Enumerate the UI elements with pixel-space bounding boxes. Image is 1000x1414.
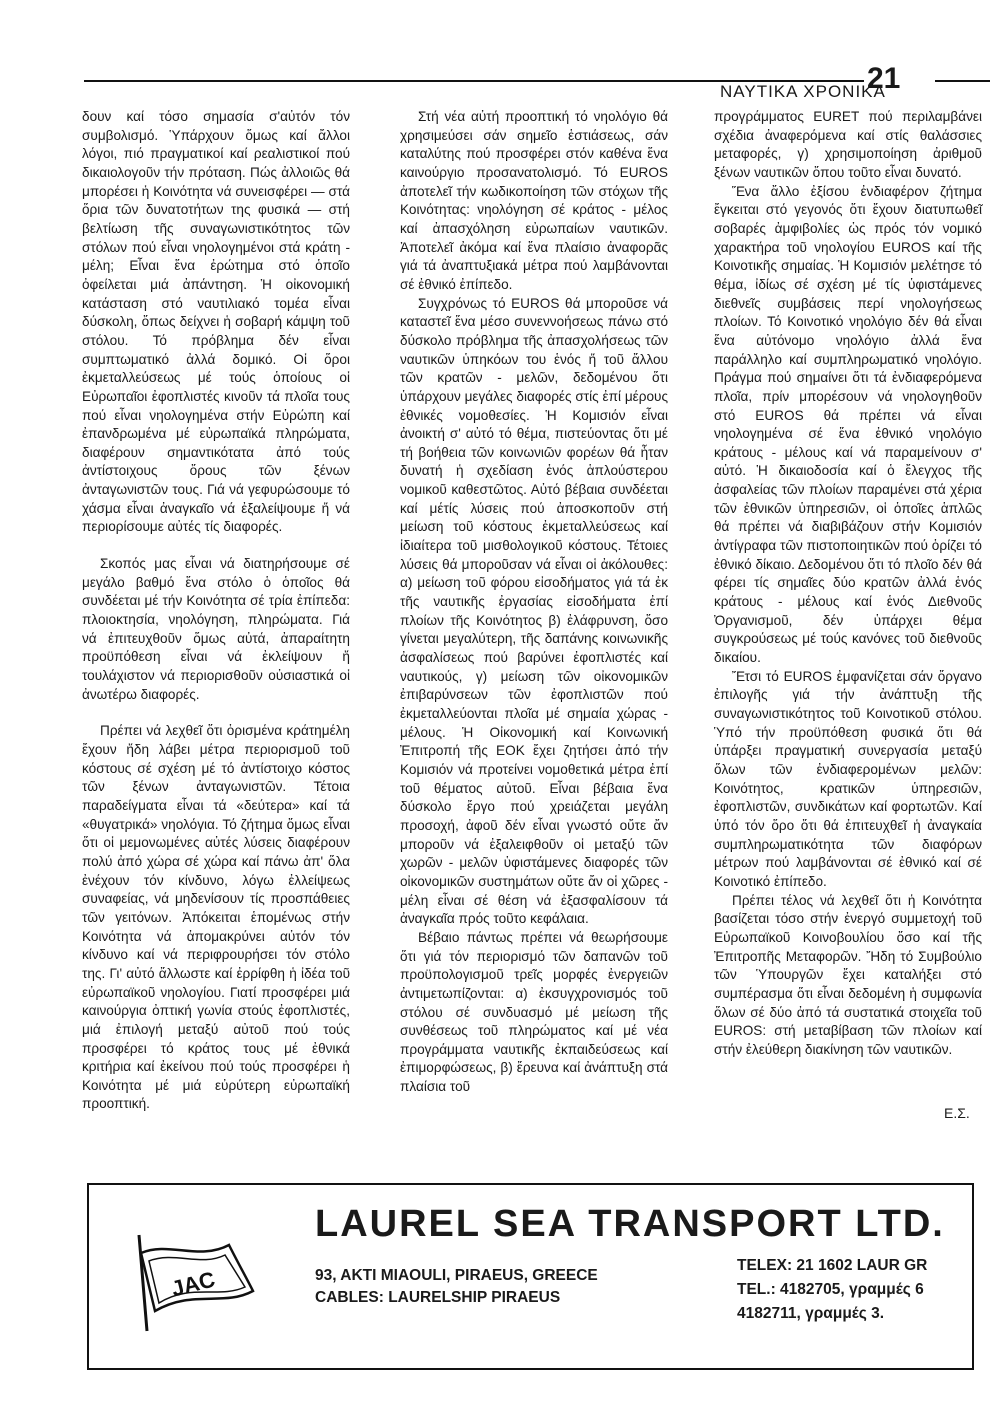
paragraph: Βέβαιο πάντως πρέπει νά θεωρήσουμε ὅτι γιά τόν περιορισμό τῶν δαπανῶν τοῦ προϋπολογισμοῦ τρεῖς μορφές ἐνεργειῶν ἀντιμετωπίζονται: α) ἐκσυγχρονισμός τοῦ στόλου σέ συνδυασμό μέ μείωση τῆς συνθέσεως τοῦ πληρώματος καί μέ νέα προγράμματα ναυτικῆς ἐκπαιδεύσεως καί ἐπιμορφώσεως, β) ἔρευνα καί ἀνάπτυξη στά πλαίσια τοῦ xyxy=(400,929,668,1095)
ad-company-name: LAUREL SEA TRANSPORT LTD. xyxy=(315,1203,945,1245)
ad-telephone-1: TEL.: 4182705, γραμμές 6 xyxy=(737,1281,924,1298)
author-signature: Ε.Σ. xyxy=(944,1105,970,1121)
article-column-2 xyxy=(400,108,668,1097)
flag-logo-icon xyxy=(119,1233,279,1333)
logo-text: JAC xyxy=(168,1266,218,1302)
advertisement xyxy=(87,1183,974,1370)
header-rule-right xyxy=(935,80,990,82)
page-number: 21 xyxy=(867,62,901,95)
paragraph: Συγχρόνως τό EUROS θά μποροῦσε νά καταστεῖ ἕνα μέσο συνεννοήσεως πάνω στό δύσκολο πρόβλημα τῆς ἀπασχολήσεως τῶν ναυτικῶν ὑπηκόων του ἑνός ἤ τοῦ ἄλλου τῶν κρατῶν - μελῶν, δεδομένου ὅτι ὑπάρχουν μεγάλες διαφορές στίς ἐπί μέρους ἐθνικές νομοθεσίες. Ἡ Κομισιόν εἶναι ἀνοικτή σ' αὐτό τό θέμα, πιστεύοντας ὅτι μέ τή βοήθεια τῶν κοινωνιῶν φορέων θά ἦταν δυνατή ἡ σχεδίαση ἑνός ἁπλούστερου νομικοῦ καθεστῶτος. Αὐτό βέβαια συνδέεται καί μέτίς λύσεις πού ἀποσκοποῦν στή μείωση τοῦ κόστους ἐκμεταλλεύσεως καί ἰδιαίτερα τοῦ μισθολογικοῦ κόστους. Τέτοιες λύσεις θά μποροῦσαν νά εἶναι οἱ ἀκόλουθες: α) μείωση τοῦ φόρου εἰσοδήματος γιά τά ἐκ τῆς ναυτικῆς ἐργασίας εἰσοδήματα ἐπί πλοίων τῆς Κοινότητος β) ἐλάφρυνση, ὅσο γίνεται μεγαλύτερη, τῆς δαπάνης κοινωνικῆς ἀσφαλίσεως πού βαρύνει ἐφοπλιστές καί ναυτικούς, γ) μείωση τῶν οἰκονομικῶν ἐπιβαρύνσεων τῶν ἐφοπλιστῶν πού ἐκμεταλλεύονται πλοῖα μέ σημαία χώρας - μέλους. Ἡ Οἰκονομική καί Κοινωνική Ἐπιτροπή τῆς ΕΟΚ ἔχει ζητήσει ἀπό τήν Κομισιόν νά προτείνει νομοθετικά μέτρα ἐπί τοῦ θέματος αὐτοῦ. Εἶναι βέβαια ἕνα δύσκολο ἔργο πού χρειάζεται μεγάλη προσοχή, ἀφοῦ δέν εἶναι γνωστό οὔτε ἄν μποροῦν νά ἐξαλειφθοῦν οἱ μεταξύ τῶν χωρῶν - μελῶν ὑφιστάμενες διαφορές τῶν οἰκονομικῶν συστημάτων οὔτε ἄν οἱ χῶρες - μέλη εἶναι σέ θέση νά ἐξασφαλίσουν τά ἀναγκαῖα πρός τοῦτο κεφάλαια. xyxy=(400,295,668,927)
paragraph: δουν καί τόσο σημασία σ'αὐτόν τόν συμβολισμό. Ὑπάρχουν ὅμως καί ἄλλοι λόγοι, πιό πραγματικοί καί ρεαλιστικοί πού δικαιολογοῦν τήν πρόταση. Πώς ἀλλοιῶς θά μπορέσει ἡ Κοινότητα νά συνεισφέρει — στά ὅρια τῶν δυνατοτήτων της φυσικά — στή βελτίωση τῆς συναγωνιστικότητος τῶν στόλων πού εἶναι νηολογημένοι στά κράτη - μέλη; Εἶναι ἕνα ἐρώτημα στό ὁποῖο ὀφείλεται μιά ἀπάντηση. Ἡ οἰκονομική κατάσταση στό ναυτιλιακό τομέα εἶναι δύσκολη, ὅπως δείχνει ἡ σοβαρή κάμψη τοῦ στόλου. Τό πρόβλημα δέν εἶναι συμπτωματικό ἀλλά δομικό. Οἱ ὅροι ἐκμεταλλεύσεως μέ τούς ὁποίους οἱ Εὐρωπαῖοι ἐφοπλιστές κινοῦν τά πλοῖα τους πού εἶναι νηολογημένα στήν Εὐρώπη καί ἐπανδρωμένα μέ εὐρωπαϊκά πληρώματα, διαφέρουν σημαντικότατα ἀπό τούς ἀντίστοιχους ὅρους τῶν ξένων ἀνταγωνιστῶν τους. Γιά νά γεφυρώσουμε τό χάσμα εἶναι ἀναγκαῖο νά ἐξαλείψουμε ἤ νά περιορίσουμε αὐτές τίς διαφορές. xyxy=(82,109,350,535)
ad-telephone-2: 4182711, γραμμές 3. xyxy=(737,1305,885,1322)
paragraph: προγράμματος EURET πού περιλαμβάνει σχέδια ἀναφερόμενα καί στίς θαλάσσιες μεταφορές, γ) χρησιμοποίηση ἀριθμοῦ ξένων ναυτικῶν ὅπου τοῦτο εἶναι δυνατό. xyxy=(714,109,982,180)
ad-telex: TELEX: 21 1602 LAUR GR xyxy=(737,1257,928,1274)
running-title: ΝΑΥΤΙΚΑ ΧΡΟΝΙΚΑ xyxy=(720,82,886,101)
ad-address: 93, AKTI MIAOULI, PIRAEUS, GREECE xyxy=(315,1267,598,1284)
paragraph: Σκοπός μας εἶναι νά διατηρήσουμε σέ μεγάλο βαθμό ἕνα στόλο ὁ ὁποῖος θά συνδέεται μέ τήν Κοινότητα σέ τρία ἐπίπεδα: πλοιοκτησία, νηολόγηση, πληρώματα. Γιά νά ἐπιτευχθοῦν ὅμως αὐτά, ἀπαραίτητη προϋπόθεση εἶναι νά ἐκλείψουν ἤ τουλάχιστον νά περιορισθοῦν οὐσιαστικά οἱ ἀνωτέρω διαφορές. xyxy=(82,556,350,702)
ad-cables: CABLES: LAURELSHIP PIRAEUS xyxy=(315,1289,561,1306)
paragraph: Πρέπει τέλος νά λεχθεῖ ὅτι ἡ Κοινότητα βασίζεται τόσο στήν ἐνεργό συμμετοχή τοῦ Εὐρωπαϊκοῦ Κοινοβουλίου ὅσο καί τῆς Ἐπιτροπῆς Μεταφορῶν. Ἤδη τό Συμβούλιο τῶν Ὑπουργῶν ἔχει καταλήξει στό συμπέρασμα ὅτι εἶναι δεδομένη ἡ συμφωνία ὅλων σέ δύο ἀπό τά συστατικά στοιχεῖα τοῦ EUROS: στή μεταβίβαση τῶν πλοίων καί στήν ἐλεύθερη διακίνηση τῶν ναυτικῶν. xyxy=(714,892,982,1057)
paragraph: Ἕνα ἄλλο ἐξίσου ἐνδιαφέρον ζήτημα ἔγκειται στό γεγονός ὅτι ἔχουν διατυπωθεῖ σοβαρές ἀμφιβολίες ὡς πρός τόν νομικό χαρακτήρα τοῦ νηολογίου EUROS καί τῆς Κοινοτικῆς σημαίας. Ἡ Κομισιόν μελέτησε τό θέμα, ἰδίως σέ σχέση μέ τίς ὑφιστάμενες διεθνεῖς συμβάσεις περί νηολογήσεως πλοίων. Τό Κοινοτικό νηολόγιο δέν θά εἶναι ἕνα αὐτόνομο νηολόγιο ἀλλά ἕνα παράλληλο καί συμπληρωματικό νηολόγιο. Πράγμα πού σημαίνει ὅτι τά ἐνδιαφερόμενα πλοῖα, πρίν μπορέσουν νά νηολογηθοῦν στό EUROS θά πρέπει νά εἶναι νηολογημένα σέ ἕνα ἐθνικό νηολόγιο κράτους - μέλους καί νά παραμείνουν σ' αὐτό. Ἡ δικαιοδοσία καί ὁ ἔλεγχος τῆς ἀσφαλείας τῶν πλοίων παραμένει στά χέρια τῶν ἐθνικῶν ὑπηρεσιῶν, οἱ ὁποῖες ἁπλῶς θά πρέπει νά διαβιβάζουν στήν Κομισιόν ἀντίγραφα τῶν πιστοποιητικῶν πού ὁρίζει τό ἐθνικό δίκαιο. Δεδομένου ὅτι τό πλοῖο δέν θά φέρει τίς σημαῖες δύο κρατῶν ἀλλά ἑνός κράτους - μέλους καί ἑνός Διεθνοῦς Ὀργανισμοῦ, δέν ὑπάρχει θέμα συγκρούσεως μέ τούς κανόνες τοῦ διεθνοῦς δικαίου. xyxy=(714,183,982,666)
article-column-1 xyxy=(82,108,350,1114)
paragraph: Πρέπει νά λεχθεῖ ὅτι ὁρισμένα κράτημέλη ἔχουν ἤδη λάβει μέτρα περιορισμοῦ τοῦ κόστους σέ σχέση μέ τό ἀντίστοιχο κόστος τῶν ξένων ἀνταγωνιστῶν. Τέτοια παραδείγματα εἶναι τά «δεύτερα» καί τά «θυγατρικά» νηολόγια. Τό ζήτημα ὅμως εἶναι ὅτι οἱ μεμονωμένες αὐτές λύσεις διαφέρουν πολύ ἀπό χώρα σέ χώρα καί πάνω ἀπ' ὅλα ἐνέχουν τόν κίνδυνο, λόγω ἐλλείψεως συναφείας, νά μηδενίσουν τίς προσπάθειες τῶν γειτόνων. Ἀπόκειται ἑπομένως στήν Κοινότητα νά ἀπομακρύνει αὐτόν τόν κίνδυνο καί νά περιφρουρήσει τόν στόλο της. Γι' αὐτό ἄλλωστε καί ἐρρίφθη ἡ ἰδέα τοῦ εὐρωπαϊκοῦ νηολογίου. Γιατί προσφέρει μιά καινούργια ὀπτική γωνία στούς ἐφοπλιστές, μιά ἐπιλογή μεταξύ αὐτοῦ πού τούς προσφέρει τό κράτος τους μέ ἐθνικά κριτήρια καί ἐκείνου πού τούς προσφέρει ἡ Κοινότητα μέ μιά εὐρύτερη εὐρωπαϊκή προοπτική. xyxy=(82,723,350,1112)
article-column-3 xyxy=(714,108,982,1059)
paragraph: Ἔτσι τό EUROS ἐμφανίζεται σάν ὄργανο ἐπιλογῆς γιά τήν ἀνάπτυξη τῆς συναγωνιστικότητος τοῦ Κοινοτικοῦ στόλου. Ὑπό τήν προϋπόθεση φυσικά ὅτι θά ὑπάρξει πραγματική συνεργασία μεταξύ ὅλων τῶν ἐνδιαφερομένων μελῶν: Κοινότητος, κρατικῶν ὑπηρεσιῶν, ἐφοπλιστῶν, συνδικάτων καί φορτωτῶν. Καί ὑπό τόν ὅρο ὅτι θά ἐπιτευχθεῖ ἡ ἀναγκαία συμπληρωματικότητα τῶν διαφόρων μέτρων πού λαμβάνονται σέ ἐθνικό καί σέ Κοινοτικό ἐπίπεδο. xyxy=(714,668,982,889)
paragraph: Στή νέα αὐτή προοπτική τό νηολόγιο θά χρησιμεύσει σάν σημεῖο ἑστιάσεως, σάν καταλύτης πού προσφέρει στόν καθένα ἕνα καινούργιο προσανατολισμό. Τό EUROS ἀποτελεῖ τήν κωδικοποίηση τῶν στόχων τῆς Κοινότητας: νηολόγηση σέ κράτος - μέλος καί ἀπασχόληση εὐρωπαίων ναυτικῶν. Ἀποτελεῖ ἀκόμα καί ἕνα πλαίσιο ἀναφορᾶς γιά τά ἀναπτυξιακά μέτρα πού λαμβάνονται σέ ἐθνικό ἐπίπεδο. xyxy=(400,109,668,292)
